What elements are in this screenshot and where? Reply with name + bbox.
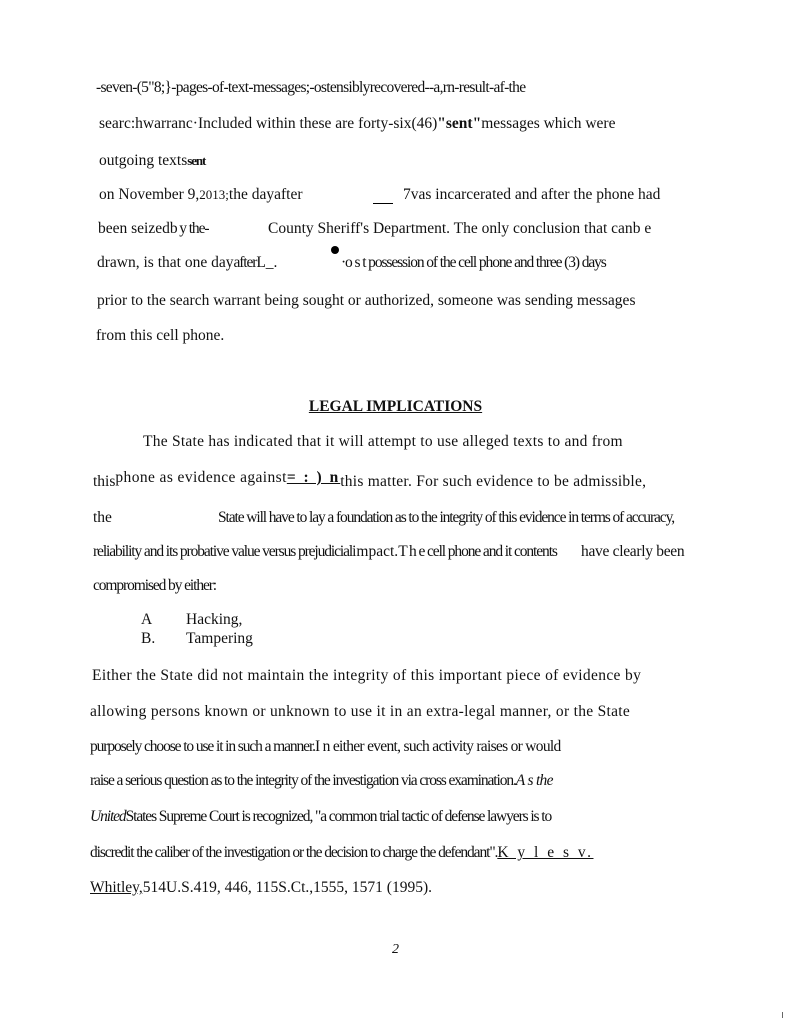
redaction-mark [373, 203, 393, 204]
para1-line-5-left [98, 221, 208, 237]
para3-line-5 [90, 809, 551, 825]
para1-line-3-sent: sent [187, 153, 206, 168]
para1-line-5-c: County Sheriff's Department. The only conclusion that can [268, 220, 633, 237]
para3-line-7-b: 514U.S.419, 446, 115S.Ct.,1555, 1571 (1995). [142, 879, 432, 896]
para1-line-6-c: L_. [256, 254, 278, 271]
para1-line-6-left [97, 255, 277, 271]
para3-line-6-a: discredit the caliber of the investigation or the decision to charge the defendant". [90, 844, 498, 861]
list-item-b-text: Tampering [186, 630, 253, 647]
scan-edge-mark [782, 1012, 783, 1018]
para2-line-3-right: State will have to lay a foundation as to the integrity of this evidence in terms of accuracy, [218, 509, 675, 526]
para2-line-3-left: the [93, 509, 112, 526]
para3-line-5-a: United [90, 808, 126, 825]
para1-line-4-right: 7vas incarcerated and after the phone had [403, 186, 661, 203]
para3-line-7 [90, 880, 432, 896]
para1-line-3 [99, 153, 205, 169]
para2-line-2-redacted-name: = : ) n [286, 469, 341, 486]
para1-line-4-a: on November 9, [99, 186, 200, 203]
para2-line-4-a: reliability and its probative value versus prejudicial [93, 543, 353, 560]
para1-line-3-a: outgoing texts [99, 152, 188, 169]
para3-line-6 [90, 845, 593, 861]
para1-line-4-year: 2013; [199, 187, 229, 202]
list-item-a-text: Hacking, [186, 611, 243, 628]
para1-line-6-b: after [233, 254, 257, 271]
para1-line-4-c: the dayafter [228, 186, 303, 203]
para1-line-2 [99, 116, 615, 132]
para3-line-5-b: States Supreme Court is recognized, "a common trial tactic of defense lawyers is to [125, 808, 552, 825]
para1-line-5-d: b e [632, 220, 652, 237]
para2-line-4 [93, 544, 557, 560]
para3-line-3 [90, 739, 561, 755]
para3-line-2: allowing persons known or unknown to use it in an extra-legal manner, or the State [90, 703, 631, 720]
para1-line-5-b: b y the- [169, 220, 209, 237]
para2-line-5: compromised by either: [93, 577, 217, 594]
para3-line-3-a: purposely choose to use it in such a manner. [90, 738, 315, 755]
section-heading: LEGAL IMPLICATIONS [308, 398, 483, 415]
para1-line-7: prior to the search warrant being sought or authorized, someone was sending messages [97, 292, 636, 309]
para2-line-2-d: this matter. For such evidence to be admissible, [340, 473, 647, 490]
para1-line-6-right: ·o s t possession of the cell phone and three (3) days [341, 254, 606, 271]
para1-line-8: from this cell phone. [96, 327, 225, 344]
list-item-a-marker: A [141, 611, 153, 628]
para3-line-4 [90, 773, 553, 789]
para1-line-2-sent: "sent" [437, 115, 482, 132]
para1-line-2-c: messages which were [481, 115, 616, 132]
para2-line-4-c: T h e cell phone and it contents [398, 543, 557, 560]
para1-line-5-right [268, 221, 651, 237]
page-number: 2 [392, 942, 399, 957]
para1-line-2-a: searc:hwarranc·Included within these are forty-six(46) [99, 115, 438, 132]
para1-line-6-a: drawn, is that one day [97, 254, 234, 271]
para2-line-4-b: impact. [352, 543, 399, 560]
para2-line-2 [93, 469, 647, 490]
redaction-dot [331, 246, 339, 254]
para2-line-2-b: phone as evidence against [115, 469, 287, 486]
para2-line-2-a: this [93, 473, 116, 490]
para1-line-4-left [99, 187, 303, 203]
para3-line-3-b: I n either event, such activity raises or would [314, 738, 561, 755]
case-citation-whitley: Whitley, [90, 879, 143, 896]
para3-line-4-b: A s the [515, 772, 553, 789]
para3-line-4-a: raise a serious question as to the integrity of the investigation via cross examination. [90, 772, 516, 789]
para3-line-1: Either the State did not maintain the integrity of this important piece of evidence by [92, 667, 642, 684]
para1-line-1: -seven-(5"8;}-pages-of-text-messages;-ostensiblyrecovered--a,rn-result-af-the [96, 79, 526, 96]
para1-line-5-a: been seized [98, 220, 170, 237]
para2-line-4-d: have clearly been [581, 543, 685, 560]
case-citation-kyles: K y l e s v. [497, 844, 594, 861]
para2-line-1: The State has indicated that it will attempt to use alleged texts to and from [143, 433, 623, 450]
list-item-b-marker: B. [141, 630, 156, 647]
